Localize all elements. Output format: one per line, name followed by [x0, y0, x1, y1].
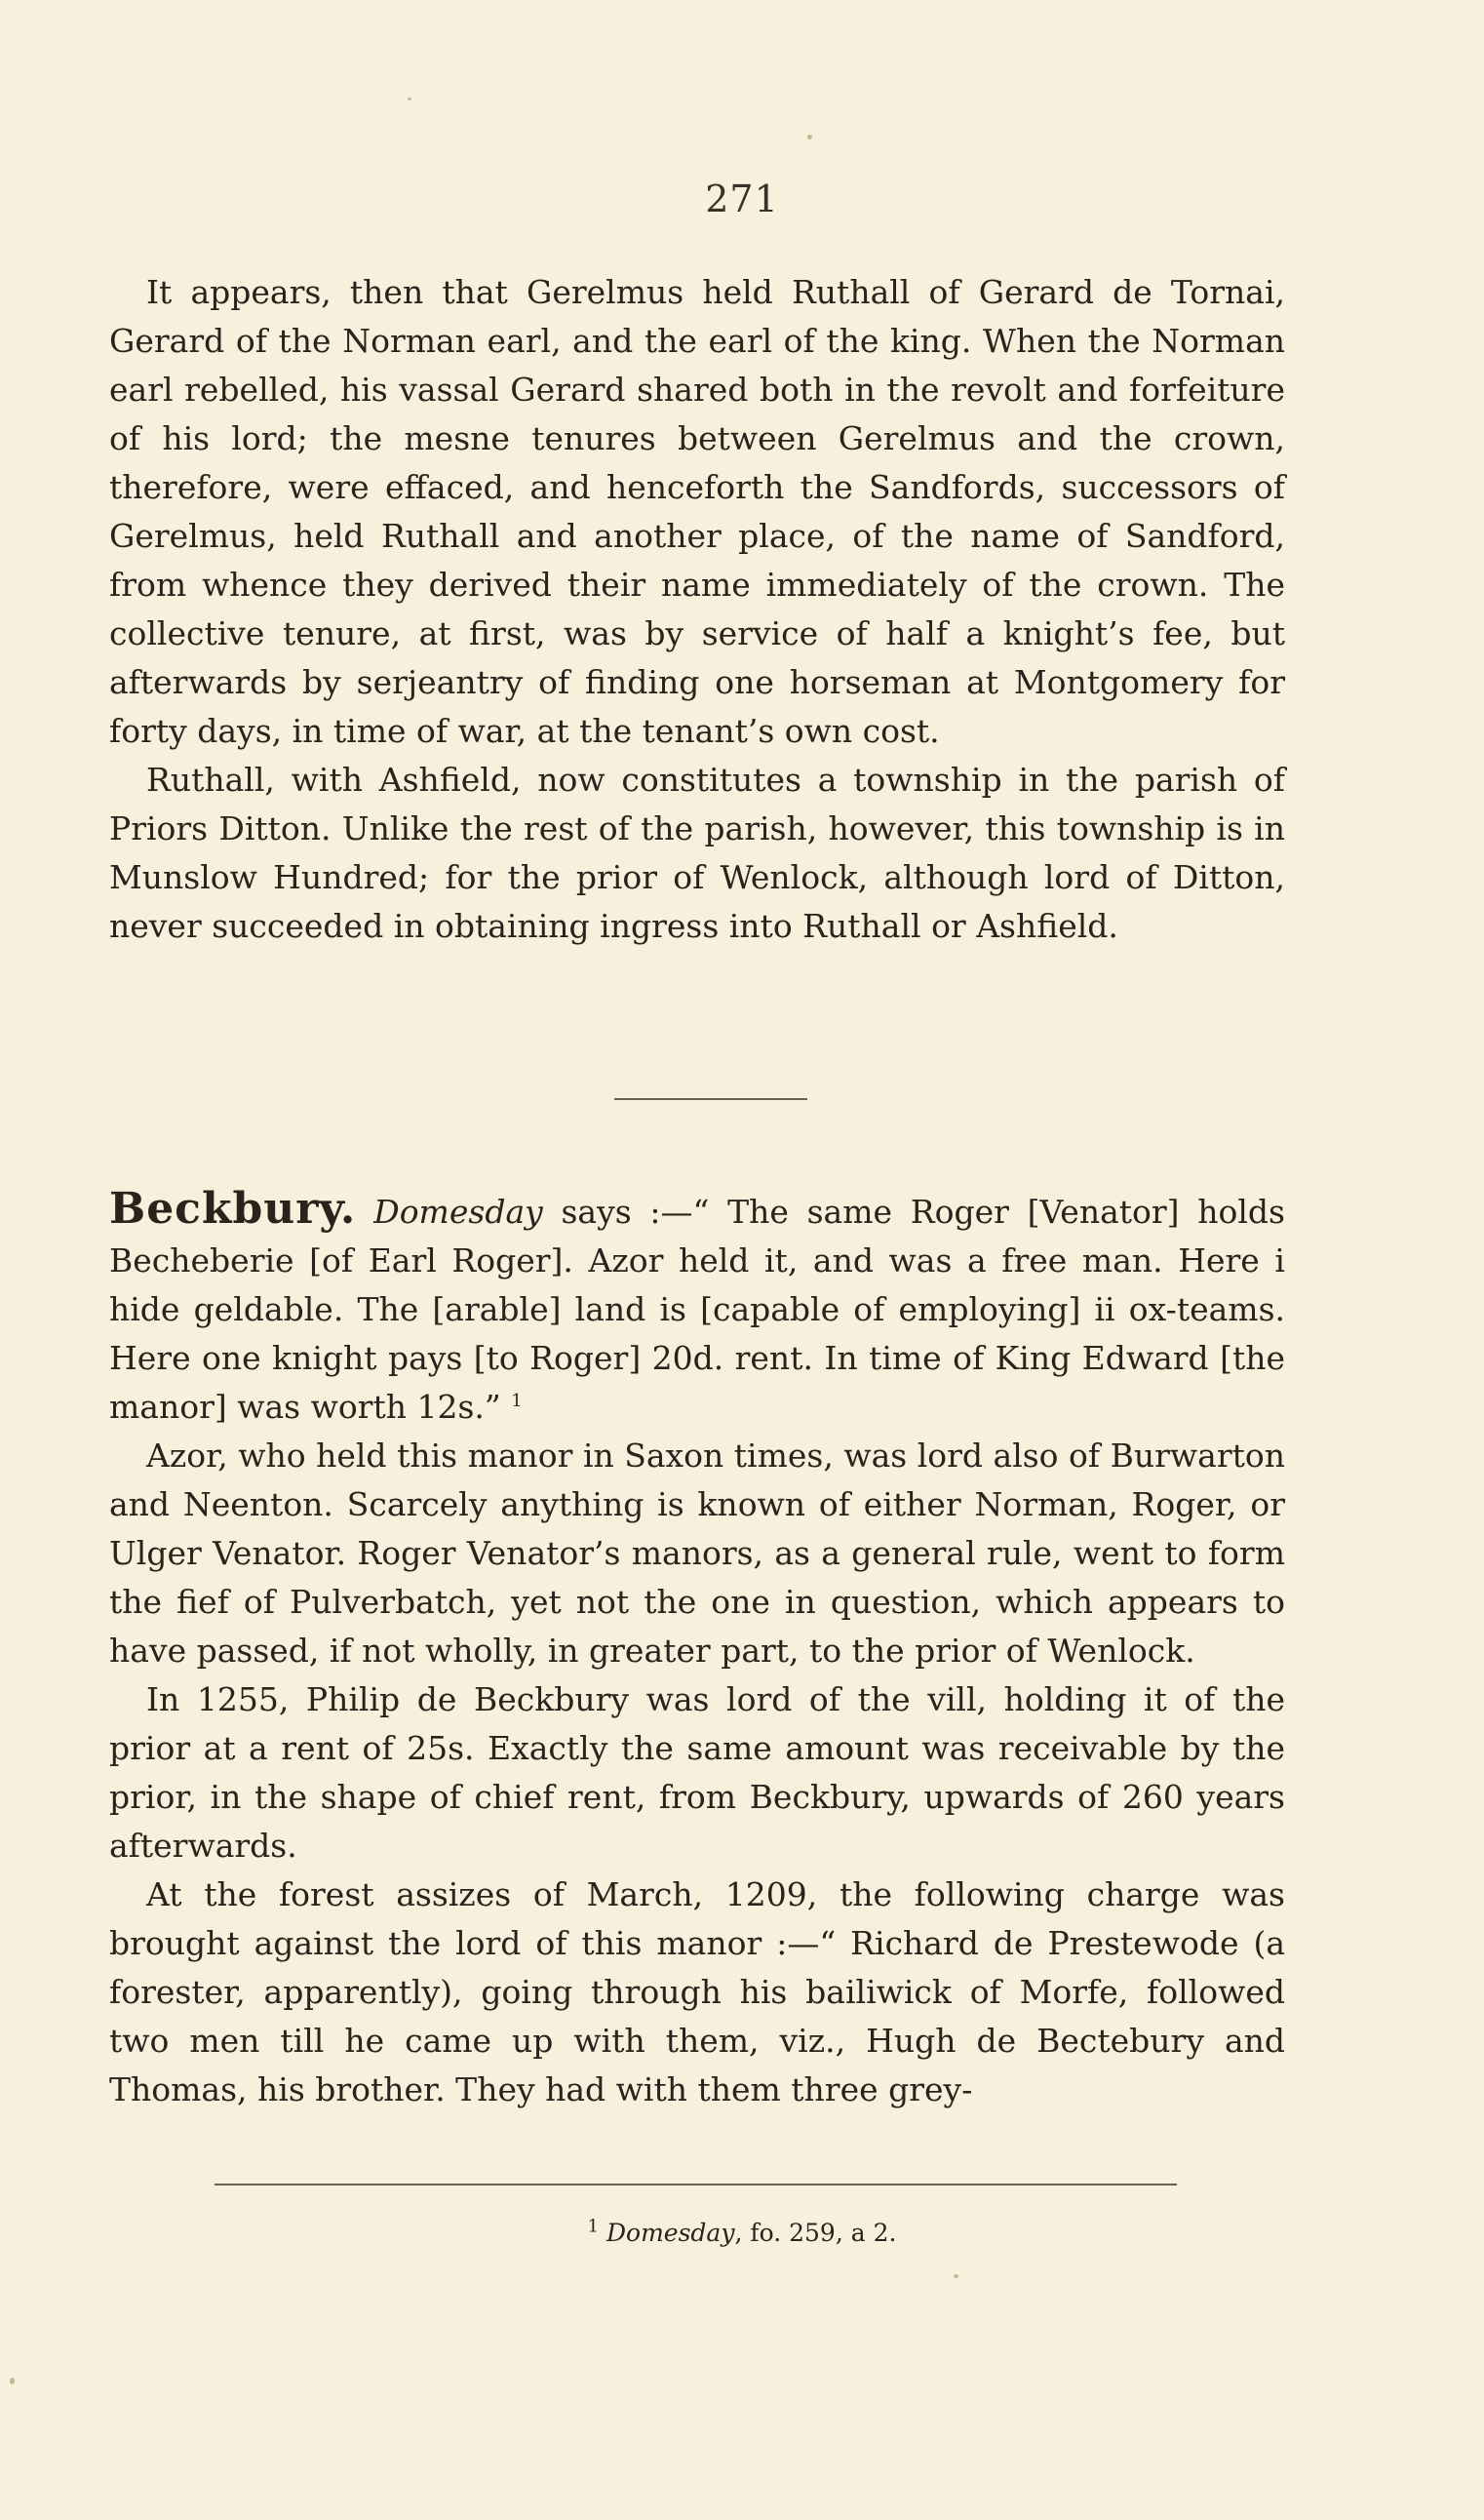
source-word: Domesday	[373, 1193, 543, 1231]
domesday-quote: says :—“ The same Roger [Venator] holds Becheberie [of Earl Roger]. Azor held it, and was a free man. Here i hide geldable. The [arable] land is [capable of employing] ii ox-teams. Here one knight pays [to Roger] 20d. rent. In time of King Edward [the manor] was worth 12s.”	[109, 1193, 1285, 1426]
paper-speck	[408, 98, 411, 100]
paper-speck	[10, 2378, 15, 2384]
section-beckbury	[109, 1185, 1285, 2114]
section-heading: Beckbury.	[109, 1184, 357, 1234]
paragraph-ruthall-2: Ruthall, with Ashfield, now constitutes a township in the parish of Priors Ditton. Unlike the rest of the parish, however, this township is in Munslow Hundred; for the prior of Wenlock, although lord of Ditton, never succeeded in obtaining ingress into Ruthall or Ashfield.	[109, 761, 1285, 945]
page-number: 271	[705, 177, 779, 220]
paragraph-beckbury-1: Azor, who held this manor in Saxon times, was lord also of Burwarton and Neenton. Scarcely anything is known of either Norman, Roger, or Ulger Venator. Roger Venator’s manors, as a general rule, went to form the fief of Pulverbatch, yet not the one in question, which appears to have passed, if not wholly, in greater part, to the prior of Wenlock.	[109, 1437, 1285, 1670]
section-ruthall	[109, 268, 1285, 951]
footnote	[0, 2216, 1484, 2251]
paragraph-beckbury-3: At the forest assizes of March, 1209, the following charge was brought against the lord of this manor :—“ Richard de Prestewode (a forester, apparently), going through his bailiwick of Morfe, followed two men till he came up with them, viz., Hugh de Bectebury and Thomas, his brother. They had with them three grey-	[109, 1875, 1285, 2108]
footnote-rule	[215, 2184, 1177, 2185]
paragraph-beckbury-2: In 1255, Philip de Beckbury was lord of the vill, holding it of the prior at a rent of 25s. Exactly the same amount was receivable by the prior, in the shape of chief rent, from Beckbury, upwards of 260 years afterwards.	[109, 1680, 1285, 1865]
section-divider	[614, 1098, 807, 1100]
footnote-ref[interactable]: 1	[511, 1391, 523, 1411]
footnote-marker: 1	[587, 2216, 600, 2237]
paper-speck	[954, 2274, 958, 2278]
paragraph-beckbury-domesday	[109, 1185, 1285, 1432]
paper-speck	[807, 135, 812, 139]
paragraph-ruthall-1: It appears, then that Gerelmus held Ruthall of Gerard de Tornai, Gerard of the Norman earl, and the earl of the king. When the Norman earl rebelled, his vassal Gerard shared both in the revolt and forfeiture of his lord; the mesne tenures between Gerelmus and the crown, therefore, were effaced, and henceforth the Sandfords, successors of Gerelmus, held Ruthall and another place, of the name of Sandford, from whence they derived their name immediately of the crown. The collective tenure, at first, was by service of half a knight’s fee, but afterwards by serjeantry of finding one horseman at Montgomery for forty days, in time of war, at the tenant’s own cost.	[109, 273, 1285, 750]
footnote-source: Domesday	[605, 2219, 735, 2247]
footnote-citation: , fo. 259, a 2.	[734, 2219, 897, 2247]
